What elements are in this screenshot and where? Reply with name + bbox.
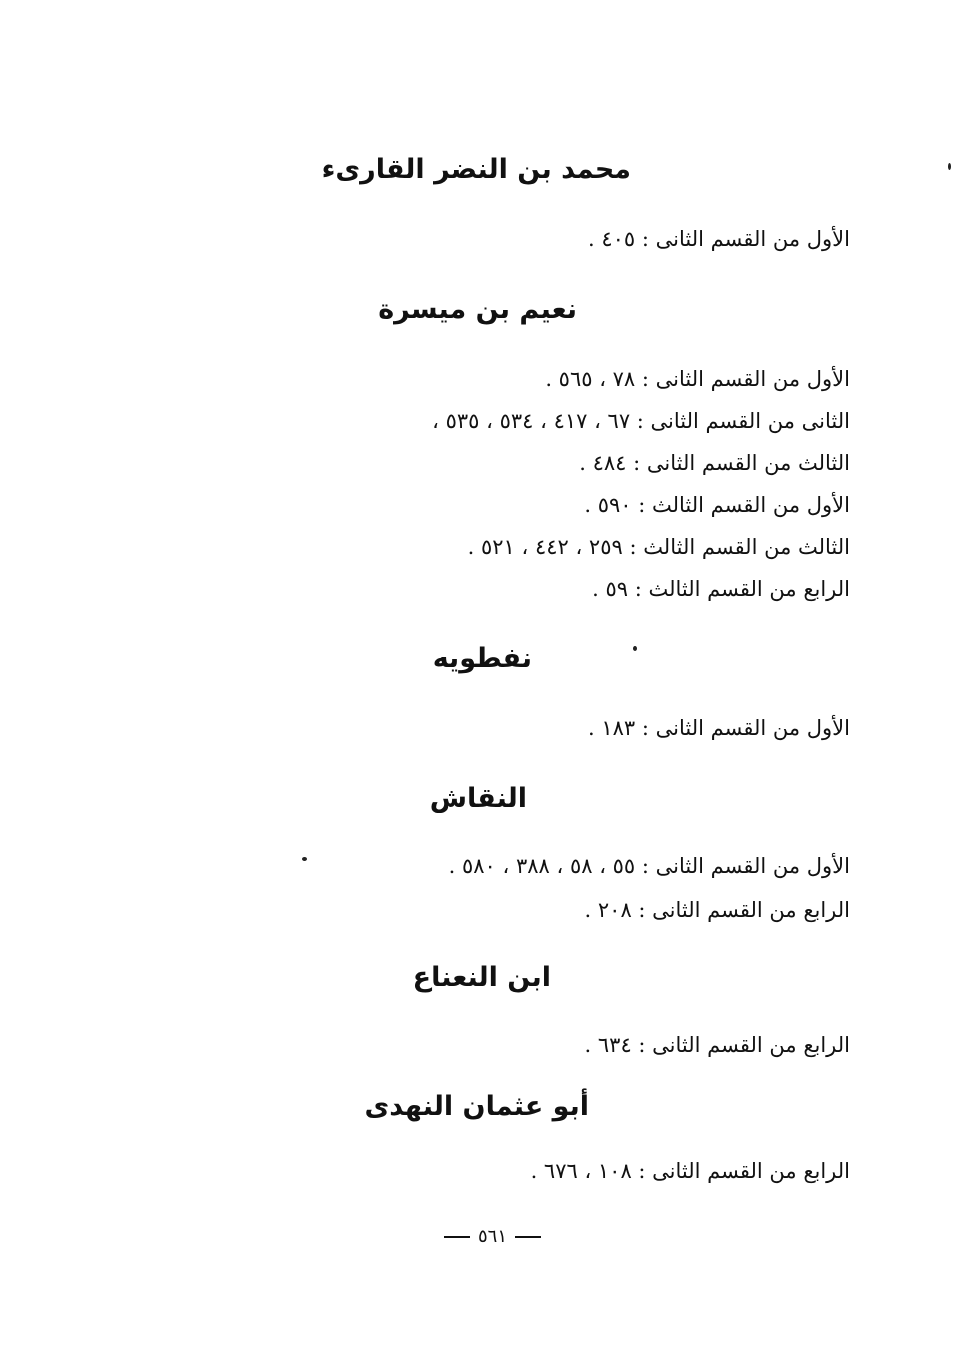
scan-speck <box>302 857 307 861</box>
scan-speck <box>633 646 637 651</box>
section-heading: ابن النعناع <box>412 962 551 993</box>
scan-speck <box>948 163 951 170</box>
reference-line: الثانى من القسم الثانى : ٦٧ ، ٤١٧ ، ٥٣٤ ، ٥٣٥ ، <box>432 409 850 433</box>
reference-line: الأول من القسم الثانى : ٤٠٥ . <box>588 227 850 251</box>
reference-line: الرابع من القسم الثانى : ٢٠٨ . <box>584 898 850 922</box>
reference-line: الرابع من القسم الثانى : ١٠٨ ، ٦٧٦ . <box>530 1159 850 1183</box>
reference-line: الرابع من القسم الثالث : ٥٩ . <box>592 577 850 601</box>
reference-line: الرابع من القسم الثانى : ٦٣٤ . <box>584 1033 850 1057</box>
section-heading: نعيم بن ميسرة <box>378 294 577 325</box>
reference-line: الثالث من القسم الثانى : ٤٨٤ . <box>579 451 850 475</box>
reference-line: الأول من القسم الثانى : ٥٥ ، ٥٨ ، ٣٨٨ ، ٥٨٠ . <box>448 854 850 878</box>
dash-right <box>444 1236 470 1238</box>
reference-line: الأول من القسم الثانى : ١٨٣ . <box>588 716 850 740</box>
reference-line: الأول من القسم الثانى : ٧٨ ، ٥٦٥ . <box>545 367 850 391</box>
page-number-text: ٥٦١ <box>477 1226 507 1247</box>
section-heading: نفطويه <box>432 643 532 674</box>
section-heading: أبو عثمان النهدى <box>364 1091 589 1122</box>
dash-left <box>515 1236 541 1238</box>
section-heading: محمد بن النضر القارىء <box>321 154 631 185</box>
section-heading: النقاش <box>429 783 527 814</box>
reference-line: الثالث من القسم الثالث : ٢٥٩ ، ٤٤٢ ، ٥٢١ . <box>467 535 850 559</box>
reference-line: الأول من القسم الثالث : ٥٩٠ . <box>584 493 850 517</box>
page-number <box>437 1226 549 1247</box>
